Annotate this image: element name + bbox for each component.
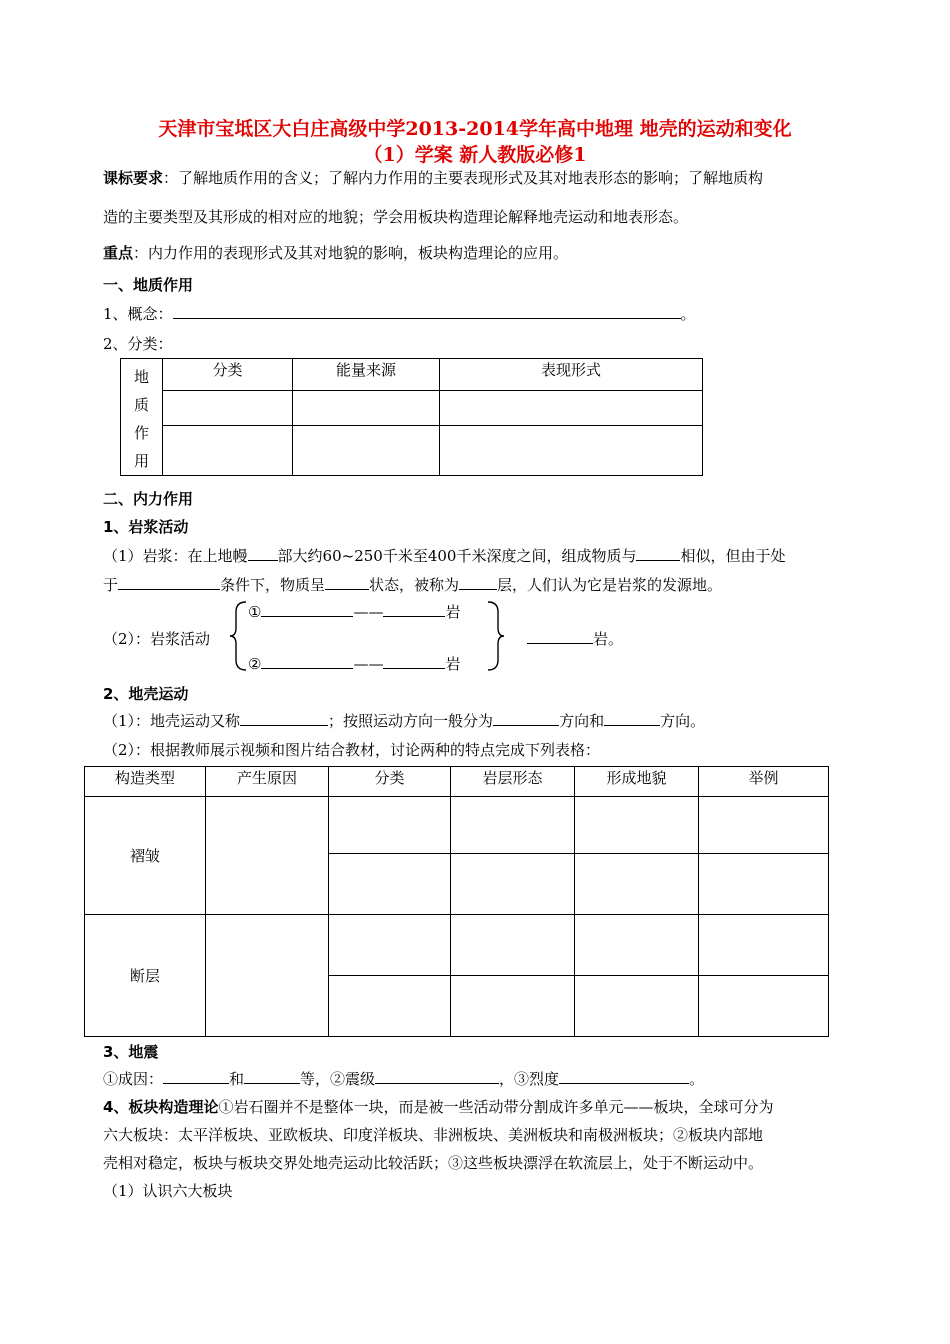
blank[interactable] xyxy=(248,560,278,561)
row-fold-label: 褶皱 xyxy=(85,797,206,915)
focus-line: 重点：内力作用的表现形式及其对地貌的影响，板块构造理论的应用。 xyxy=(103,244,569,262)
quake-line: ①成因： 和 等，②震级 ，③烈度 。 xyxy=(103,1070,705,1088)
table-cell[interactable] xyxy=(451,915,575,976)
blank[interactable] xyxy=(493,725,559,726)
requirements-line2: 造的主要类型及其形成的相对应的地貌；学会用板块构造理论解释地壳运动和地表形态。 xyxy=(103,208,689,226)
header-structure-type: 构造类型 xyxy=(85,767,206,797)
plate-line3: 壳相对稳定，板块与板块交界处地壳运动比较活跃；③这些板块漂浮在软流层上，处于不断运动中。 xyxy=(103,1154,764,1172)
concept-line: 1、概念： 。 xyxy=(103,305,696,323)
blank[interactable] xyxy=(636,560,680,561)
table-cell[interactable] xyxy=(575,976,699,1037)
table-cell[interactable] xyxy=(329,797,451,854)
magma-result: 岩。 xyxy=(527,628,623,649)
geo-cell[interactable] xyxy=(293,390,440,426)
header-example: 举例 xyxy=(699,767,829,797)
blank[interactable] xyxy=(383,668,445,669)
geo-header-energy: 能量来源 xyxy=(293,359,440,391)
page-subtitle: （1）学案 新人教版必修1 xyxy=(363,144,587,166)
table-cell[interactable] xyxy=(699,915,829,976)
blank[interactable] xyxy=(163,1083,229,1084)
plate-line2: 六大板块：太平洋板块、亚欧板块、印度洋板块、非洲板块、美洲板块和南极洲板块；②板块内部地 xyxy=(103,1126,764,1144)
crust-heading: 2、地壳运动 xyxy=(103,685,189,703)
table-cell[interactable] xyxy=(451,854,575,915)
left-brace-icon xyxy=(228,600,250,672)
table-cell[interactable] xyxy=(206,797,329,915)
magma-branch-1: ① —— 岩 xyxy=(248,603,461,621)
blank[interactable] xyxy=(325,589,369,590)
magma-branch-2: ② —— 岩 xyxy=(248,655,461,673)
structure-table xyxy=(84,766,829,1037)
table-cell[interactable] xyxy=(206,915,329,1037)
header-cause: 产生原因 xyxy=(206,767,329,797)
blank[interactable] xyxy=(118,589,220,590)
geo-header-category: 分类 xyxy=(163,359,293,391)
requirements-line1: 课标要求：了解地质作用的含义；了解内力作用的主要表现形式及其对地表形态的影响；了解地质构 xyxy=(103,169,764,187)
table-cell[interactable] xyxy=(329,854,451,915)
magma-line1: （1）岩浆：在上地幔 部大约60~250千米至400千米深度之间，组成物质与 相似，但由于处 xyxy=(103,547,786,565)
header-category: 分类 xyxy=(329,767,451,797)
crust-line2: （2）：根据教师展示视频和图片结合教材，讨论两种的特点完成下列表格： xyxy=(103,741,601,759)
header-rock-form: 岩层形态 xyxy=(451,767,575,797)
blank[interactable] xyxy=(261,616,353,617)
blank[interactable] xyxy=(244,1083,300,1084)
table-cell[interactable] xyxy=(329,976,451,1037)
blank[interactable] xyxy=(604,725,660,726)
section2-heading: 二、内力作用 xyxy=(103,490,194,508)
plate-line1: 4、板块构造理论①岩石圈并不是整体一块，而是被一些活动带分割成许多单元——板块，全球可分为 xyxy=(103,1098,774,1116)
blank[interactable] xyxy=(240,725,328,726)
blank[interactable] xyxy=(261,668,353,669)
blank[interactable] xyxy=(527,643,593,644)
table-cell[interactable] xyxy=(575,915,699,976)
table-cell[interactable] xyxy=(575,854,699,915)
table-cell[interactable] xyxy=(451,976,575,1037)
right-brace-icon xyxy=(484,600,506,672)
geo-cell[interactable] xyxy=(163,390,293,426)
blank[interactable] xyxy=(383,616,445,617)
table-cell[interactable] xyxy=(451,797,575,854)
plate-label: 4、板块构造理论 xyxy=(103,1098,219,1116)
header-landform: 形成地貌 xyxy=(575,767,699,797)
geo-action-table xyxy=(120,358,703,476)
geo-cell[interactable] xyxy=(163,426,293,476)
requirements-label: 课标要求 xyxy=(103,169,164,187)
geo-header-form: 表现形式 xyxy=(440,359,703,391)
concept-blank[interactable] xyxy=(173,318,681,319)
geo-cell[interactable] xyxy=(440,390,703,426)
magma-heading: 1、岩浆活动 xyxy=(103,518,189,536)
quake-heading: 3、地震 xyxy=(103,1043,159,1061)
row-fault-label: 断层 xyxy=(85,915,206,1037)
geo-cell[interactable] xyxy=(293,426,440,476)
magma-line2: 于 条件下，物质呈 状态，被称为 层，人们认为它是岩浆的发源地。 xyxy=(103,576,723,594)
crust-line1: （1）：地壳运动又称 ；按照运动方向一般分为 方向和 方向。 xyxy=(103,712,706,730)
blank[interactable] xyxy=(375,1083,499,1084)
table-cell[interactable] xyxy=(699,976,829,1037)
plate-subheading: （1）认识六大板块 xyxy=(103,1182,233,1200)
page-title: 天津市宝坻区大白庄高级中学2013-2014学年高中地理 地壳的运动和变化 xyxy=(158,118,792,140)
classify-line: 2、分类： xyxy=(103,335,173,353)
section1-heading: 一、地质作用 xyxy=(103,276,194,294)
blank[interactable] xyxy=(559,1083,689,1084)
geo-cell[interactable] xyxy=(440,426,703,476)
table-cell[interactable] xyxy=(575,797,699,854)
table-cell[interactable] xyxy=(699,797,829,854)
table-cell[interactable] xyxy=(699,854,829,915)
table-cell[interactable] xyxy=(329,915,451,976)
geo-side-label: 地 质 作 用 xyxy=(121,359,163,476)
focus-label: 重点 xyxy=(103,244,134,262)
magma-activity-label: （2）：岩浆活动 xyxy=(103,630,211,648)
blank[interactable] xyxy=(459,589,497,590)
